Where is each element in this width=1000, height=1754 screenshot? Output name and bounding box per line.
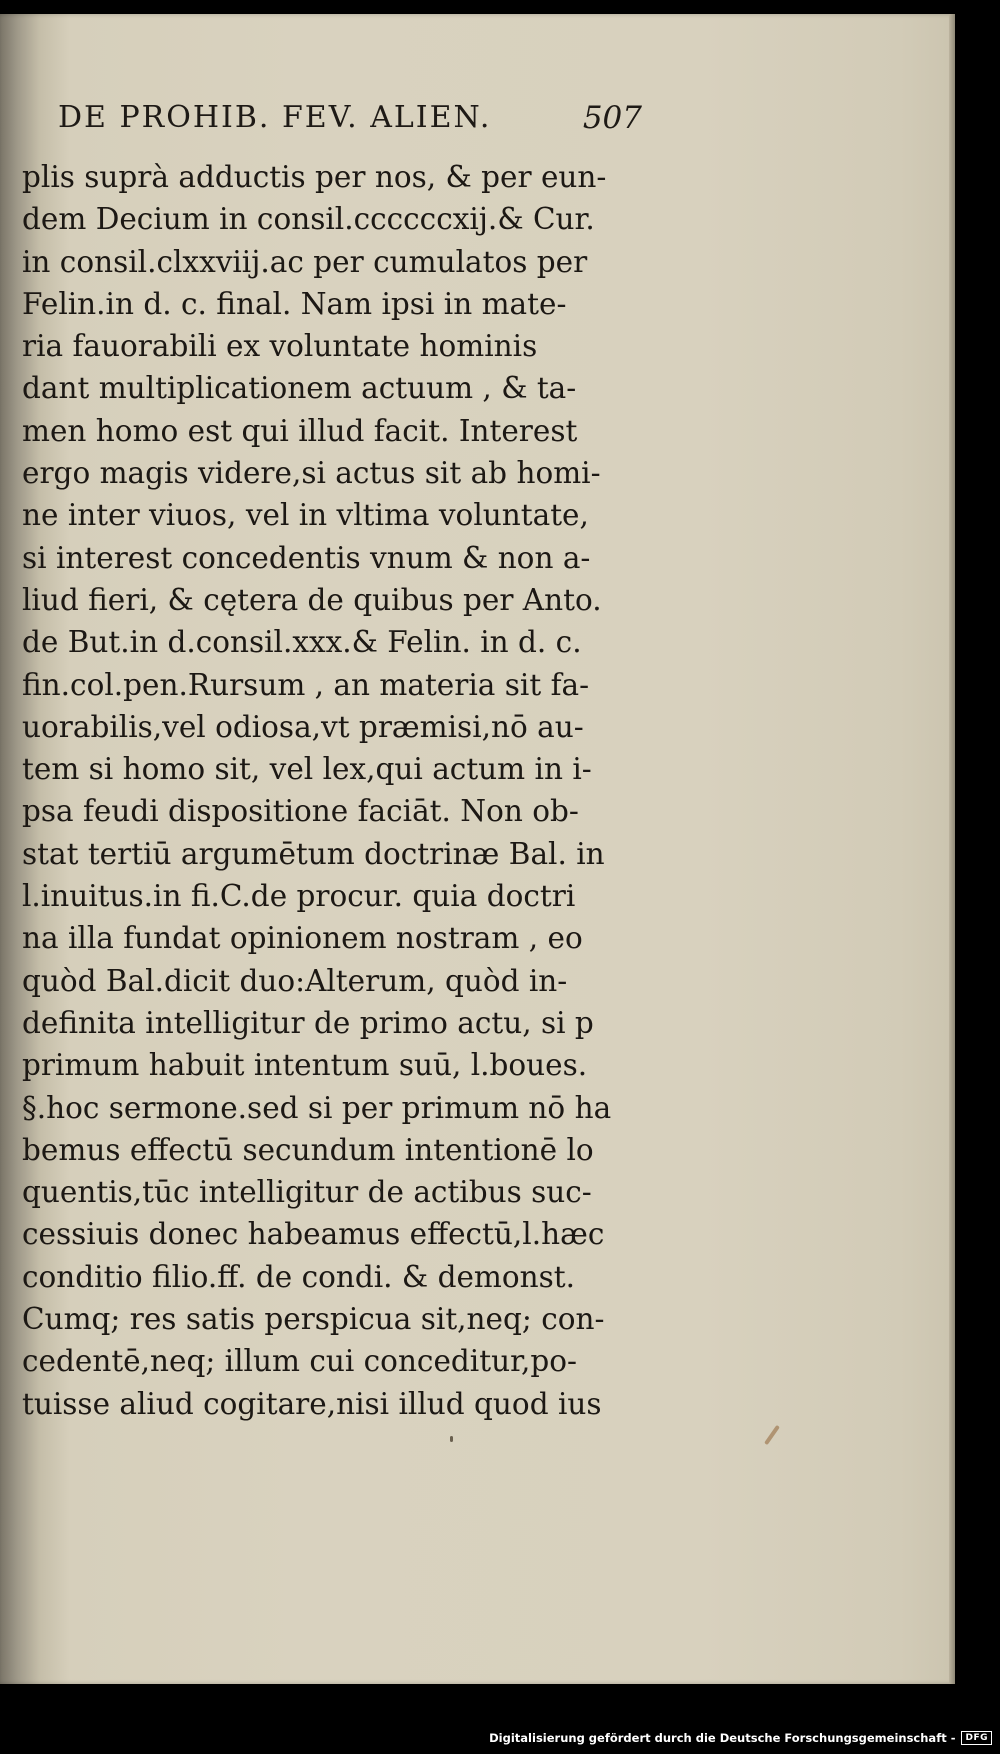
text-line: primum habuit intentum suū, l.boues. xyxy=(22,1048,588,1083)
text-line: Cumq; res satis perspicua sit,neq; con- xyxy=(22,1302,605,1337)
text-line: liud fieri, & cętera de quibus per Anto. xyxy=(22,582,602,617)
text-line: plis suprà adductis per nos, & per eun- xyxy=(22,160,607,194)
text-line: uorabilis,vel odiosa,vt præmisi,nō au- xyxy=(22,709,584,744)
dfg-logo: DFG xyxy=(961,1731,992,1745)
text-line: de But.in d.consil.xxx.& Felin. in d. c. xyxy=(22,625,582,660)
ink-speck xyxy=(450,1436,453,1442)
text-line: Felin.in d. c. final. Nam ipsi in mate- xyxy=(22,286,567,321)
text-line: ne inter viuos, vel in vltima voluntate, xyxy=(22,498,589,533)
text-line: na illa fundat opinionem nostram , eo xyxy=(22,921,583,956)
text-line: definita intelligitur de primo actu, si p xyxy=(22,1005,594,1040)
footer-credit-text: Digitalisierung gefördert durch die Deutsche Forschungsgemeinschaft - xyxy=(489,1731,956,1745)
running-head xyxy=(58,100,642,144)
text-line: si interest concedentis vnum & non a- xyxy=(22,540,591,575)
text-line: dant multiplicationem actuum , & ta- xyxy=(22,371,577,406)
text-line: quòd Bal.dicit duo:Alterum, quòd in- xyxy=(22,963,568,998)
text-line: stat tertiū argumētum doctrinæ Bal. in xyxy=(22,836,605,871)
text-line: §.hoc sermone.sed si per primum nō ha xyxy=(22,1090,612,1125)
text-line: cessiuis donec habeamus effectū,l.hæc xyxy=(22,1217,605,1252)
text-line: fin.col.pen.Rursum , an materia sit fa- xyxy=(22,667,590,702)
running-head-title: DE PROHIB. FEV. ALIEN. xyxy=(58,100,492,135)
footer-credit xyxy=(489,1728,992,1748)
page-edge-shadow xyxy=(949,14,955,1684)
text-line: ria fauorabili ex voluntate hominis xyxy=(22,329,538,364)
text-line: men homo est qui illud facit. Interest xyxy=(22,413,578,448)
text-line: l.inuitus.in fi.C.de procur. quia doctri xyxy=(22,879,576,914)
text-line: tem si homo sit, vel lex,qui actum in i- xyxy=(22,752,592,787)
body-text xyxy=(22,156,652,1425)
text-line: bemus effectū secundum intentionē lo xyxy=(22,1132,594,1167)
text-line: ergo magis videre,si actus sit ab homi- xyxy=(22,456,601,491)
text-line: tuisse aliud cogitare,nisi illud quod ius xyxy=(22,1386,602,1421)
text-line: quentis,tūc intelligitur de actibus suc- xyxy=(22,1175,592,1210)
text-line: conditio filio.ff. de condi. & demonst. xyxy=(22,1259,576,1294)
text-line: in consil.clxxviij.ac per cumulatos per xyxy=(22,244,588,279)
text-line: psa feudi dispositione faciāt. Non ob- xyxy=(22,794,579,829)
book-page xyxy=(0,14,955,1684)
ink-speck xyxy=(764,1425,780,1445)
text-line: cedentē,neq; illum cui conceditur,po- xyxy=(22,1344,577,1379)
page-number: 507 xyxy=(582,100,642,136)
text-line: dem Decium in consil.ccccccxij.& Cur. xyxy=(22,202,595,237)
